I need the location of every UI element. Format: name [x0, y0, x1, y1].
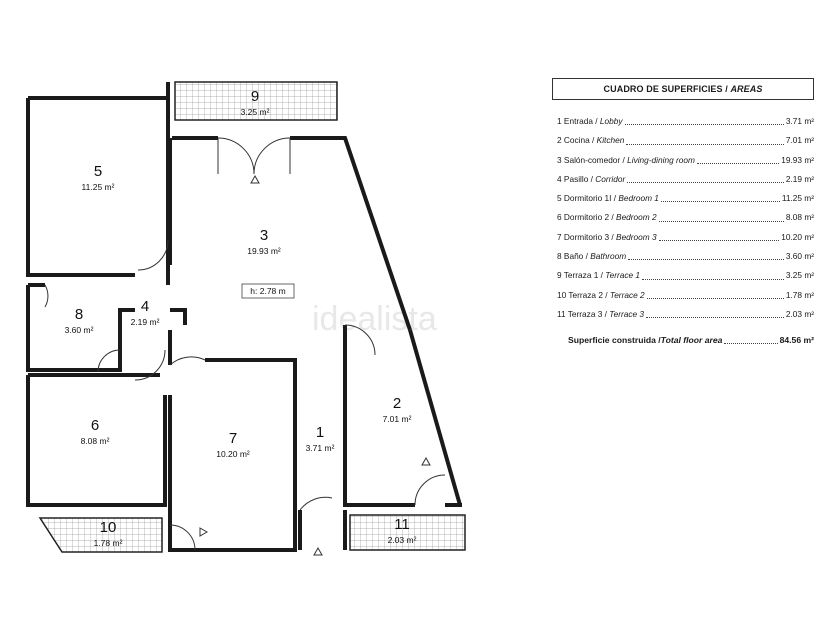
room-4-area: 2.19 m² [130, 317, 160, 327]
room-10-number: 10 [99, 519, 117, 536]
areas-table-row [557, 131, 814, 150]
areas-table-row [557, 266, 814, 285]
areas-table-rows [552, 112, 814, 324]
areas-table [552, 78, 814, 348]
room-1-number: 1 [315, 424, 325, 441]
room-10-area: 1.78 m² [93, 538, 123, 548]
leader-dots [642, 266, 784, 279]
leader-dots [627, 170, 784, 183]
row-value: 3.71 m² [785, 116, 814, 126]
areas-table-row [557, 286, 814, 305]
room-7-area: 10.20 m² [216, 449, 250, 459]
row-value: 2.03 m² [785, 308, 814, 319]
doors [45, 138, 445, 555]
leader-dots [628, 247, 784, 260]
leader-dots [724, 332, 777, 344]
total-area-label-en: Total floor area [660, 335, 723, 346]
row-label: 5 Dormitorio 1I / Bedroom 1 [557, 193, 659, 204]
row-value: 3.60 m² [785, 251, 814, 262]
row-label: 1 Entrada / Lobby [557, 116, 623, 126]
areas-table-row [557, 305, 814, 324]
row-label: 3 Salón-comedor / Living-dining room [557, 154, 695, 165]
room-5-number: 5 [93, 163, 103, 180]
room-6-area: 8.08 m² [80, 436, 110, 446]
room-4-number: 4 [140, 298, 150, 315]
row-label: 11 Terraza 3 / Terrace 3 [557, 308, 645, 319]
leader-dots [626, 131, 784, 144]
room-11-area: 2.03 m² [387, 535, 417, 545]
row-value: 11.25 m² [781, 193, 814, 204]
areas-table-row [557, 208, 814, 227]
row-label: 10 Terraza 2 / Terrace 2 [557, 289, 645, 300]
room-8-number: 8 [74, 306, 84, 323]
areas-table-title-en: AREAS [730, 84, 763, 94]
row-label: 6 Dormitorio 2 / Bedroom 2 [557, 212, 657, 223]
row-label: 4 Pasillo / Corridor [557, 173, 626, 184]
room-5-area: 11.25 m² [81, 182, 115, 192]
leader-dots [697, 151, 779, 164]
row-value: 7.01 m² [785, 135, 814, 146]
row-label: 7 Dormitorio 3 / Bedroom 3 [557, 231, 657, 242]
areas-table-row [557, 189, 814, 208]
room-8-area: 3.60 m² [64, 325, 94, 335]
areas-table-title: CUADRO DE SUPERFICIES / [603, 84, 728, 94]
leader-dots [661, 189, 780, 202]
row-value: 8.08 m² [785, 212, 814, 223]
leader-dots [625, 112, 784, 125]
room-2-number: 2 [392, 395, 402, 412]
total-area-value: 84.56 m² [779, 335, 814, 346]
row-value: 19.93 m² [781, 154, 814, 165]
row-label: 9 Terraza 1 / Terrace 1 [557, 270, 641, 281]
row-value: 2.19 m² [785, 173, 814, 184]
room-3-number: 3 [259, 227, 269, 244]
row-label: 8 Baño / Bathroom [557, 251, 627, 262]
leader-dots [647, 286, 784, 299]
total-area-label: Superficie construida / [568, 335, 661, 346]
areas-table-row [557, 112, 814, 131]
areas-table-row [557, 170, 814, 189]
row-value: 1.78 m² [785, 289, 814, 300]
row-value: 3.25 m² [785, 270, 814, 281]
row-label: 2 Cocina / Kitchen [557, 135, 625, 146]
room-1-area: 3.71 m² [305, 443, 335, 453]
leader-dots [659, 228, 780, 241]
room-7-number: 7 [228, 430, 238, 447]
room-9-area: 3.25 m² [240, 107, 270, 117]
watermark: idealista [312, 300, 437, 338]
leader-dots [646, 305, 784, 318]
areas-table-row [557, 247, 814, 266]
row-value: 10.20 m² [781, 231, 814, 242]
room-6-number: 6 [90, 417, 100, 434]
areas-table-header [552, 78, 814, 100]
room-11-number: 11 [394, 516, 410, 533]
areas-table-row [557, 151, 814, 170]
room-2-area: 7.01 m² [382, 414, 412, 424]
room-9-number: 9 [250, 88, 260, 105]
room-3-area: 19.93 m² [247, 246, 281, 256]
total-area-row [568, 332, 814, 348]
ceiling-height-label: h: 2.78 m [250, 286, 286, 296]
areas-table-row [557, 228, 814, 247]
leader-dots [659, 208, 784, 221]
